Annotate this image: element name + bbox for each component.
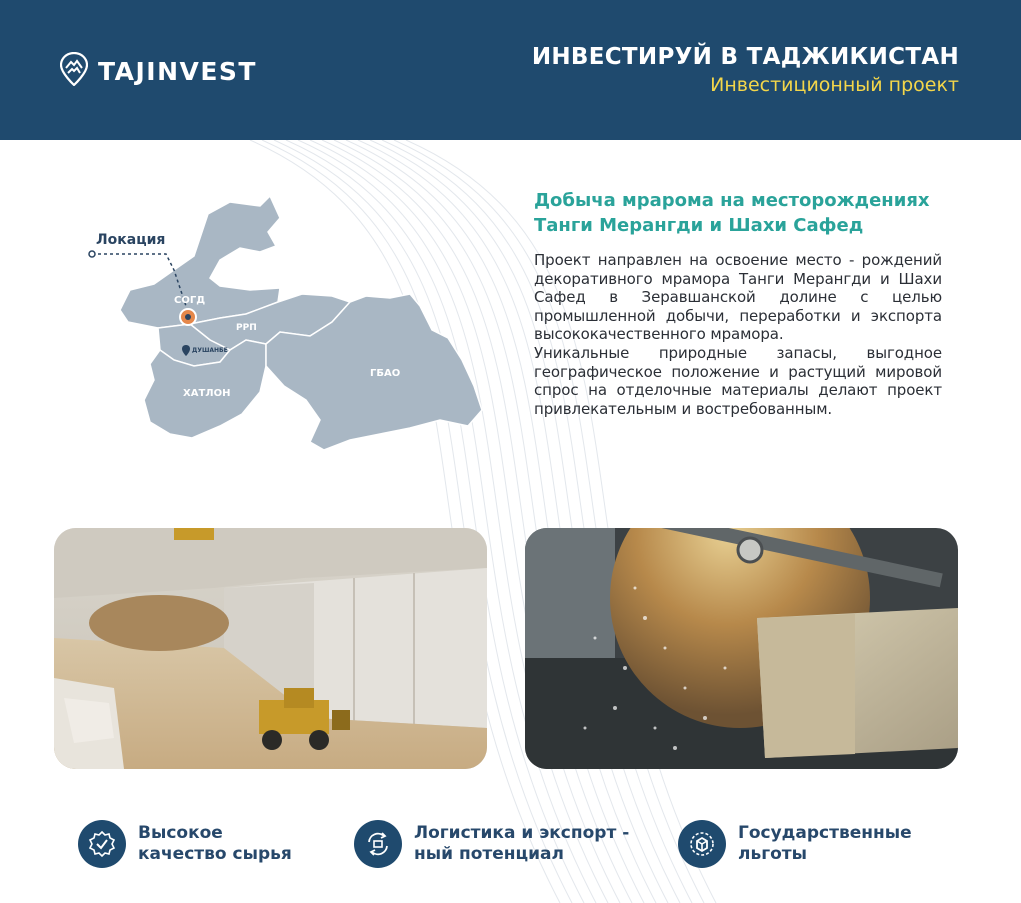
- header-title: ИНВЕСТИРУЙ В ТАДЖИКИСТАН: [531, 44, 959, 70]
- project-description: [534, 251, 942, 418]
- map-label-dushanbe: ДУШАНБЕ: [192, 347, 228, 354]
- feature-quality: [78, 820, 292, 868]
- feature-benefits-label: Государственные льготы: [738, 823, 912, 864]
- project-paragraph-2: Уникальные природные запасы, выгодное географическое положение и растущий мировой спрос на отделочные материалы делают проект привлекательным и востребованным.: [534, 343, 942, 418]
- header-subtitle: Инвестиционный проект: [710, 74, 959, 96]
- logistics-cycle-icon: [354, 820, 402, 868]
- feature-logistics: [354, 820, 629, 868]
- quarry-photo: [54, 528, 487, 769]
- project-title: Добыча мрарома на месторождениях Танги Мерангди и Шахи Сафед: [534, 190, 930, 236]
- feature-benefits: [678, 820, 912, 868]
- map-label-gbao: ГБАО: [370, 368, 401, 379]
- map-label-rrp: РРП: [236, 323, 257, 333]
- logo[interactable]: [60, 52, 257, 91]
- map-label-khatlon: ХАТЛОН: [183, 388, 231, 399]
- project-paragraph-1: Проект направлен на освоение место - рождений декоративного мрамора Танги Мерангди и Шахи Сафед в Зеравшанской долине с целью промышленной добычи, переработки и экспорта высококачественного мрамора.: [534, 251, 942, 344]
- government-benefits-icon: [678, 820, 726, 868]
- location-start-dot: [89, 251, 95, 257]
- map-region-sogd: [120, 196, 280, 328]
- location-label: Локация: [96, 232, 166, 248]
- header-banner: [0, 0, 1021, 140]
- quality-check-icon: [78, 820, 126, 868]
- logo-mountain-icon: [60, 52, 88, 91]
- logo-text: TAJINVEST: [98, 57, 257, 86]
- feature-logistics-label: Логистика и экспорт - ный потенциал: [414, 823, 630, 864]
- feature-quality-label: Высокое качество сырья: [138, 823, 292, 864]
- map-label-sogd: СОГД: [174, 295, 206, 306]
- marble-cutting-photo: [525, 528, 958, 769]
